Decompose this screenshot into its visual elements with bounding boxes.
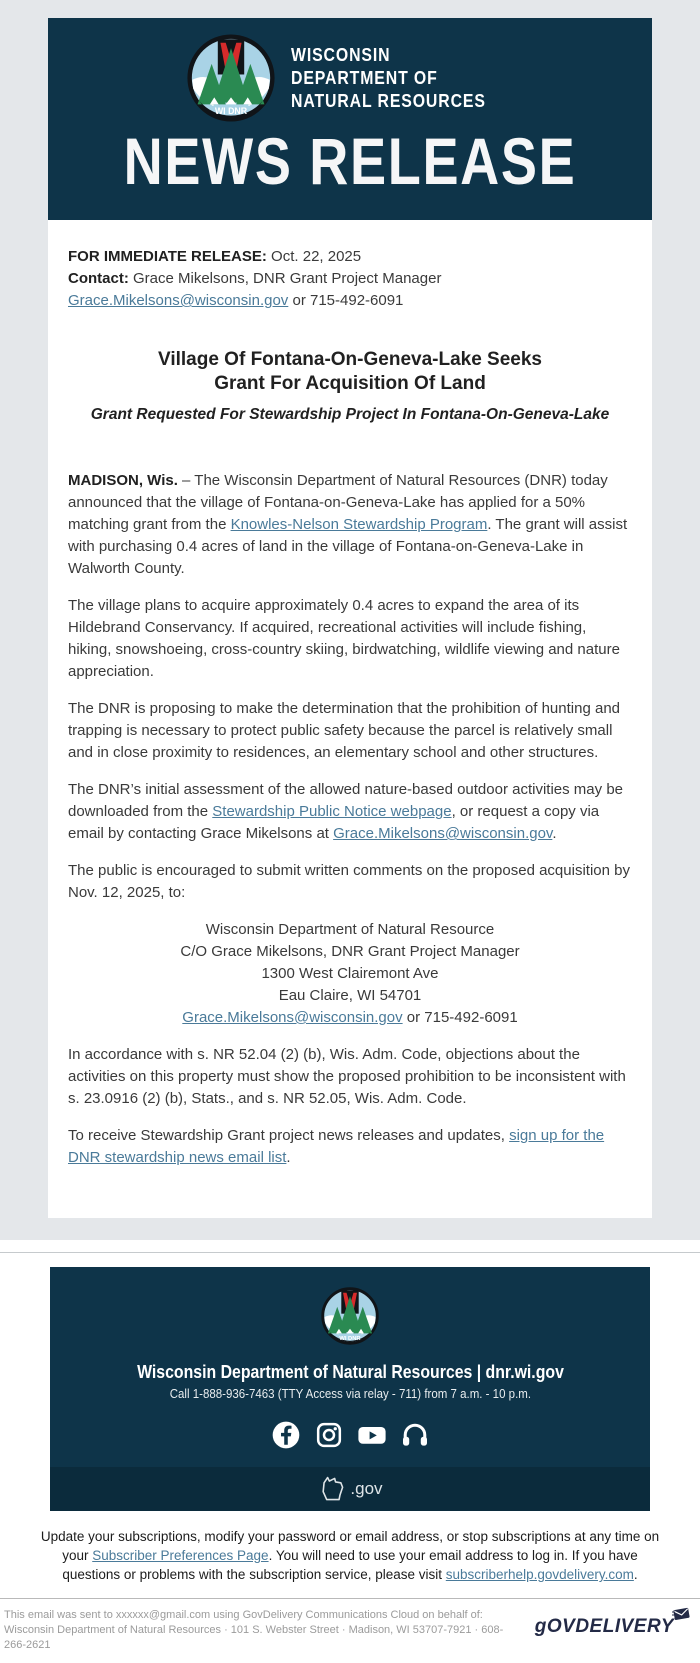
address-line-2: C/O Grace Mikelsons, DNR Grant Project Manager [180,943,520,960]
footer-navy-box [50,1267,650,1511]
stewardship-signup-link[interactable]: sign up for the DNR stewardship news email list [68,1127,605,1166]
footer-section [0,1240,700,1663]
footer-call-row [60,1385,640,1403]
body-paragraph-5: The public is encouraged to submit written comments on the proposed acquisition by Nov. 12, 2025, to: [68,862,630,901]
stewardship-public-notice-link[interactable]: Stewardship Public Notice webpage [212,803,452,820]
contact-email-link[interactable]: Grace.Mikelsons@wisconsin.gov [68,292,289,309]
bottom-bar [0,1598,700,1663]
footer-main [50,1267,650,1467]
govdelivery-wordmark: gOVDELIVERY [534,1616,674,1637]
body-paragraph-1: MADISON, Wis. – The Wisconsin Department of Natural Resources (DNR) today announced that the village of Fontana-on-Geneva-Lake has applied for a 50% matching grant from the Knowles-Nelson Stewardship Program. The grant will assist with purchasing 0.4 acres of land in the village of Fontana-on-Geneva-Lake in Walworth County. [68,472,628,577]
org-name-block [291,44,512,113]
article-card [48,220,652,1218]
subheadline: Grant Requested For Stewardship Project In Fontana-On-Geneva-Lake [90,406,610,423]
wi-dnr-footer-logo-icon [321,1287,379,1345]
address-email-link[interactable]: Grace.Mikelsons@wisconsin.gov [182,1009,403,1026]
address-line-3: 1300 West Clairemont Ave [261,965,439,982]
address-block [68,919,632,1029]
mikelsons-email-link[interactable]: Grace.Mikelsons@wisconsin.gov [333,825,553,842]
body-paragraph-4: The DNR’s initial assessment of the allowed nature-based outdoor activities may be downloaded from the Stewardship Public Notice webpage, or request a copy via email by contacting Grace Mikelsons at Grace.Mikelsons@wisconsin.gov. [68,781,623,842]
footer-call-line: Call 1-888-936-7463 (TTY Access via relay - 711) from 7 a.m. - 10 p.m. [169,1387,531,1401]
address-email-line: Grace.Mikelsons@wisconsin.gov or 715-492-6091 [182,1009,518,1026]
body-paragraph-2: The village plans to acquire approximately 0.4 acres to expand the area of its Hildebrand Conservancy. If acquired, recreational activities will include fishing, hiking, snowshoeing, cross-country skiing, birdwatching, wildlife viewing and nature appreciation. [68,597,620,680]
footer-org-title: Wisconsin Department of Natural Resources | dnr.wi.gov [136,1362,564,1382]
wisconsin-state-icon [317,1474,347,1504]
brand-row [58,34,642,122]
envelope-icon [672,1607,690,1621]
knowles-nelson-link[interactable]: Knowles-Nelson Stewardship Program [230,516,488,533]
contact-email-line: Grace.Mikelsons@wisconsin.gov or 715-492-6091 [68,292,404,309]
headline: Village Of Fontana-On-Geneva-Lake Seeks Grant For Acquisition Of Land [158,349,542,394]
podcast-icon[interactable] [399,1419,431,1451]
org-line-3: NATURAL RESOURCES [291,90,487,111]
dateline: MADISON, Wis. [68,472,178,489]
contact-line: Contact: Grace Mikelsons, DNR Grant Project Manager [68,270,442,287]
instagram-icon[interactable] [313,1419,345,1451]
body-paragraph-6: In accordance with s. NR 52.04 (2) (b), Wis. Adm. Code, objections about the activities on this property must show the proposed prohibition to be inconsistent with s. 23.0916 (2) (b), Stats., and s. NR 52.05, Wis. Adm. Code. [68,1046,626,1107]
footer-top-rule [0,1252,700,1253]
youtube-icon[interactable] [356,1419,388,1451]
contact-block [68,246,632,312]
wisconsin-gov-band[interactable] [50,1467,650,1511]
body-paragraph-7: To receive Stewardship Grant project news releases and updates, sign up for the DNR stewardship news email list. [68,1127,605,1166]
immediate-release-line: FOR IMMEDIATE RELEASE: Oct. 22, 2025 [68,248,362,265]
footer-title-row [60,1360,640,1384]
footer-logo-row [60,1287,640,1350]
wi-dnr-logo-icon [187,34,275,122]
sent-disclaimer: This email was sent to xxxxxx@gmail.com using GovDelivery Communications Cloud on behalf of: Wisconsin Department of Natural Resources · 101 S. Webster Street · Madison, WI 53707-7921 · 608-266-2621 [4,1609,504,1651]
svg-text:WI DNR: WI DNR [339,1335,361,1342]
logo-wi-dnr-text: WI DNR [215,106,248,117]
org-line-1: WISCONSIN [291,44,391,65]
address-line-4: Eau Claire, WI 54701 [278,987,422,1004]
address-line-1: Wisconsin Department of Natural Resource [205,921,495,938]
masthead [48,18,652,220]
banner-row [58,122,642,200]
org-line-2: DEPARTMENT OF [291,67,438,88]
immediate-release-label: FOR IMMEDIATE RELEASE: [68,248,267,265]
govdelivery-logo[interactable] [535,1616,690,1638]
subscription-notice: Update your subscriptions, modify your password or email address, or stop subscriptions at any time on your Subscriber Preferences Page. You will need to use your email address to log in. If you have questions or problems with the subscription service, please visit subscriberhelp.govdelivery.com. [40,1529,660,1582]
facebook-icon[interactable] [270,1419,302,1451]
contact-label: Contact: [68,270,129,287]
gov-label: .gov [350,1479,383,1498]
subscriber-preferences-link[interactable]: Subscriber Preferences Page [92,1548,269,1563]
body-paragraph-3: The DNR is proposing to make the determination that the prohibition of hunting and trapping is necessary to protect public safety because the parcel is relatively small and in close proximity to residences, an elementary school and other structures. [68,700,620,761]
subscriber-help-link[interactable]: subscriberhelp.govdelivery.com [445,1567,634,1582]
social-row [60,1419,640,1451]
news-release-banner: NEWS RELEASE [123,124,577,198]
